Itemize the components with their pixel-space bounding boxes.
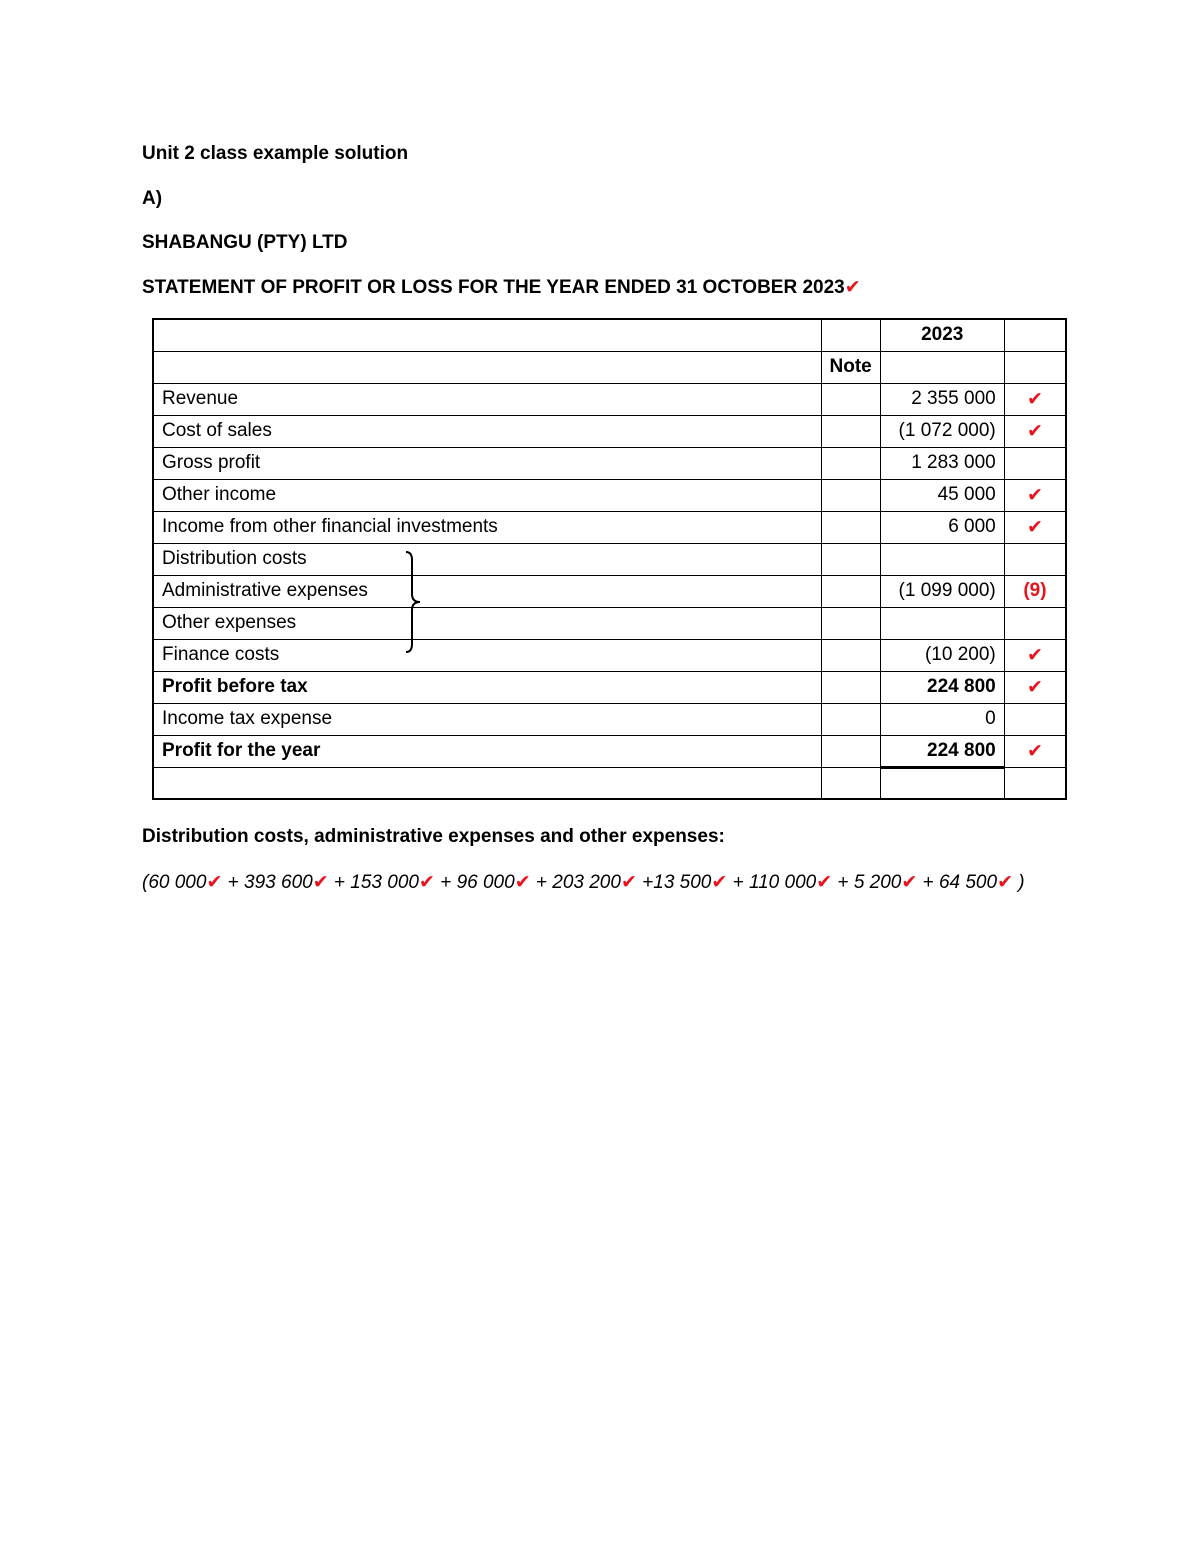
calculation-item: 110 000 — [748, 872, 817, 893]
row-note — [821, 607, 880, 639]
row-amount: 0 — [880, 703, 1004, 735]
row-mark — [1004, 703, 1066, 735]
calculation-item: 64 500 — [938, 872, 998, 893]
row-amount — [880, 543, 1004, 575]
statement-title-text: STATEMENT OF PROFIT OR LOSS FOR THE YEAR ENDED 31 OCTOBER 2023 — [142, 277, 845, 298]
row-note — [821, 383, 880, 415]
check-mark-icon: ✔ — [901, 872, 918, 893]
marks-total: (9) — [1004, 575, 1066, 607]
check-mark-icon: ✔ — [816, 872, 833, 893]
table-row — [153, 575, 1066, 607]
row-amount: (1 072 000) — [880, 415, 1004, 447]
check-mark-icon: ✔ — [514, 872, 531, 893]
row-amount: 224 800 — [880, 735, 1004, 767]
row-amount: 2 355 000 — [880, 383, 1004, 415]
calculation-item: 5 200 — [853, 872, 902, 893]
row-amount: 45 000 — [880, 479, 1004, 511]
row-note — [821, 639, 880, 671]
document-title: Unit 2 class example solution — [142, 143, 409, 164]
row-note — [821, 703, 880, 735]
calculation-item: 60 000 — [148, 872, 207, 893]
table-row — [153, 639, 1066, 671]
part-label: A) — [142, 188, 163, 209]
row-label: Other expenses — [153, 607, 821, 639]
row-amount — [880, 607, 1004, 639]
row-note — [821, 415, 880, 447]
check-mark-icon: ✔ — [1004, 511, 1066, 543]
check-mark-icon: ✔ — [1004, 671, 1066, 703]
table-row — [153, 479, 1066, 511]
blank-cell — [821, 319, 880, 351]
table-header-row — [153, 319, 1066, 351]
blank-cell — [821, 767, 880, 799]
row-label: Administrative expenses — [153, 575, 821, 607]
row-note — [821, 735, 880, 767]
table-row — [153, 671, 1066, 703]
row-label: Distribution costs — [153, 543, 821, 575]
row-label: Other income — [153, 479, 821, 511]
table-row — [153, 607, 1066, 639]
row-label: Profit before tax — [153, 671, 821, 703]
row-note — [821, 671, 880, 703]
statement-title — [142, 276, 861, 299]
calculation-item: 96 000 — [456, 872, 515, 893]
blank-cell — [1004, 351, 1066, 383]
row-amount: (10 200) — [880, 639, 1004, 671]
table-footer-row — [153, 767, 1066, 799]
check-mark-icon: ✔ — [1004, 735, 1066, 767]
row-mark — [1004, 543, 1066, 575]
calculation-item: 13 500 — [653, 872, 712, 893]
check-mark-icon: ✔ — [312, 872, 329, 893]
blank-cell — [153, 319, 821, 351]
row-amount: (1 099 000) — [880, 575, 1004, 607]
row-label: Income tax expense — [153, 703, 821, 735]
calculation-item: 393 600 — [244, 872, 313, 893]
row-note — [821, 575, 880, 607]
check-mark-icon: ✔ — [206, 872, 223, 893]
blank-cell — [880, 351, 1004, 383]
company-name: SHABANGU (PTY) LTD — [142, 232, 348, 253]
profit-or-loss-table — [152, 318, 1067, 800]
row-note — [821, 447, 880, 479]
check-mark-icon: ✔ — [1004, 479, 1066, 511]
row-amount: 224 800 — [880, 671, 1004, 703]
blank-cell — [153, 351, 821, 383]
check-mark-icon: ✔ — [1004, 415, 1066, 447]
row-mark — [1004, 447, 1066, 479]
row-mark — [1004, 607, 1066, 639]
table-row — [153, 735, 1066, 767]
check-mark-icon: ✔ — [844, 277, 861, 298]
calculation-item: 153 000 — [350, 872, 419, 893]
check-mark-icon: ✔ — [711, 872, 728, 893]
table-row — [153, 543, 1066, 575]
check-mark-icon: ✔ — [418, 872, 435, 893]
row-label: Cost of sales — [153, 415, 821, 447]
check-mark-icon: ✔ — [620, 872, 637, 893]
calculation-heading: Distribution costs, administrative expenses and other expenses: — [142, 826, 725, 847]
row-label: Income from other financial investments — [153, 511, 821, 543]
row-label: Profit for the year — [153, 735, 821, 767]
table-row — [153, 447, 1066, 479]
curly-brace-icon — [402, 550, 424, 654]
table-row — [153, 703, 1066, 735]
row-label: Gross profit — [153, 447, 821, 479]
note-header: Note — [821, 351, 880, 383]
table-row — [153, 511, 1066, 543]
row-amount: 1 283 000 — [880, 447, 1004, 479]
calculation-expression: (60 000✔ + 393 600✔ + 153 000✔ + 96 000✔ + 203 200✔ +13 500✔ + 110 000✔ + 5 200✔ + 64 500✔ ) — [142, 872, 1025, 893]
blank-cell — [153, 767, 821, 799]
table-row — [153, 415, 1066, 447]
row-label: Revenue — [153, 383, 821, 415]
row-note — [821, 543, 880, 575]
check-mark-icon: ✔ — [997, 872, 1013, 893]
year-header: 2023 — [880, 319, 1004, 351]
row-amount: 6 000 — [880, 511, 1004, 543]
blank-cell — [1004, 319, 1066, 351]
check-mark-icon: ✔ — [1004, 639, 1066, 671]
blank-cell — [1004, 767, 1066, 799]
row-note — [821, 511, 880, 543]
row-label: Finance costs — [153, 639, 821, 671]
row-note — [821, 479, 880, 511]
table-row — [153, 383, 1066, 415]
check-mark-icon: ✔ — [1004, 383, 1066, 415]
blank-cell — [880, 767, 1004, 799]
calculation-item: 203 200 — [552, 872, 621, 893]
table-subheader-row — [153, 351, 1066, 383]
